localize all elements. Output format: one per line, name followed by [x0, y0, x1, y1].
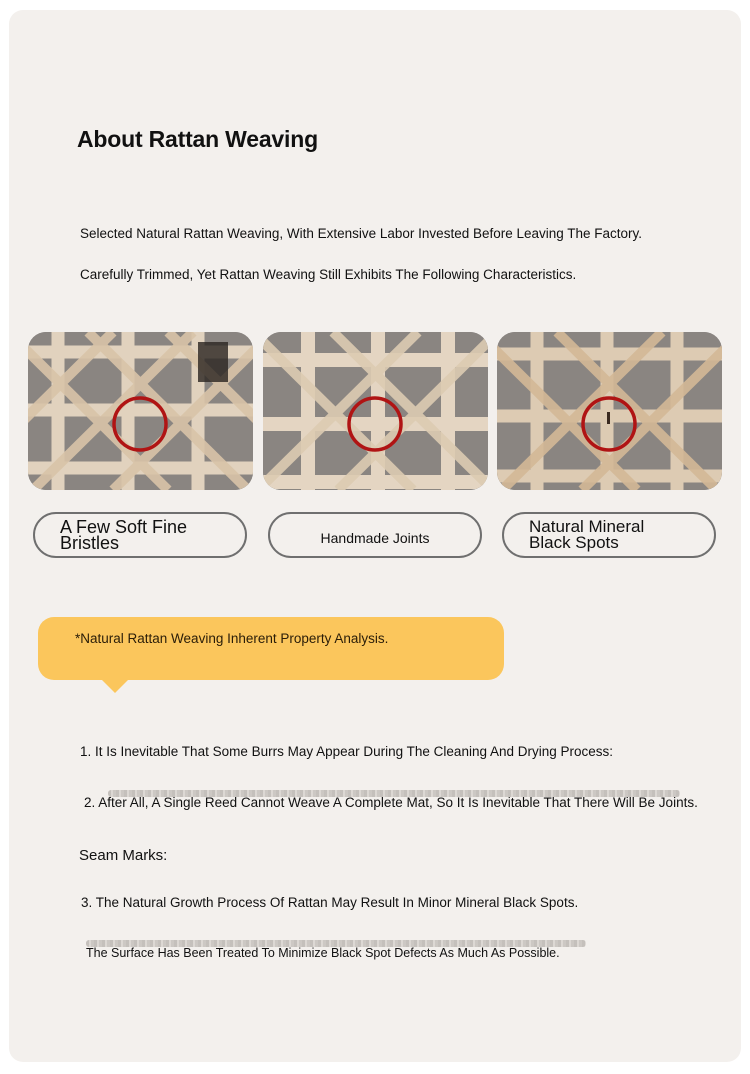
feature-label-bristles [33, 512, 247, 558]
callout-text: *Natural Rattan Weaving Inherent Property Analysis. [75, 631, 389, 646]
feature-label-black-spots [502, 512, 716, 558]
intro-line-1: Selected Natural Rattan Weaving, With Extensive Labor Invested Before Leaving The Factory. [80, 226, 643, 241]
point-1: 1. It Is Inevitable That Some Burrs May Appear During The Cleaning And Drying Process: [80, 744, 614, 759]
feature-label-line: Bristles [60, 533, 120, 553]
feature-label-line: Black Spots [529, 533, 619, 552]
intro-line-2: Carefully Trimmed, Yet Rattan Weaving Still Exhibits The Following Characteristics. [80, 267, 577, 282]
seam-marks-label: Seam Marks: [79, 847, 168, 864]
page-title: About Rattan Weaving [77, 126, 318, 152]
feature-label-line: Natural Mineral [529, 517, 645, 536]
bristles-photo [28, 332, 253, 490]
feature-label-text: Handmade Joints [320, 530, 430, 546]
feature-label-joints [268, 512, 482, 558]
callout-tail [101, 679, 129, 693]
point-3: 3. The Natural Growth Process Of Rattan May Result In Minor Mineral Black Spots. [81, 895, 579, 910]
black-spots-photo [497, 332, 722, 490]
callout-bubble [38, 617, 504, 680]
point-2: 2. After All, A Single Reed Cannot Weave A Complete Mat, So It Is Inevitable That There Will Be Joints. [84, 795, 698, 810]
joints-photo [263, 332, 488, 490]
feature-label-line: A Few Soft Fine [60, 517, 188, 537]
point-4: The Surface Has Been Treated To Minimize Black Spot Defects As Much As Possible. [86, 946, 560, 960]
